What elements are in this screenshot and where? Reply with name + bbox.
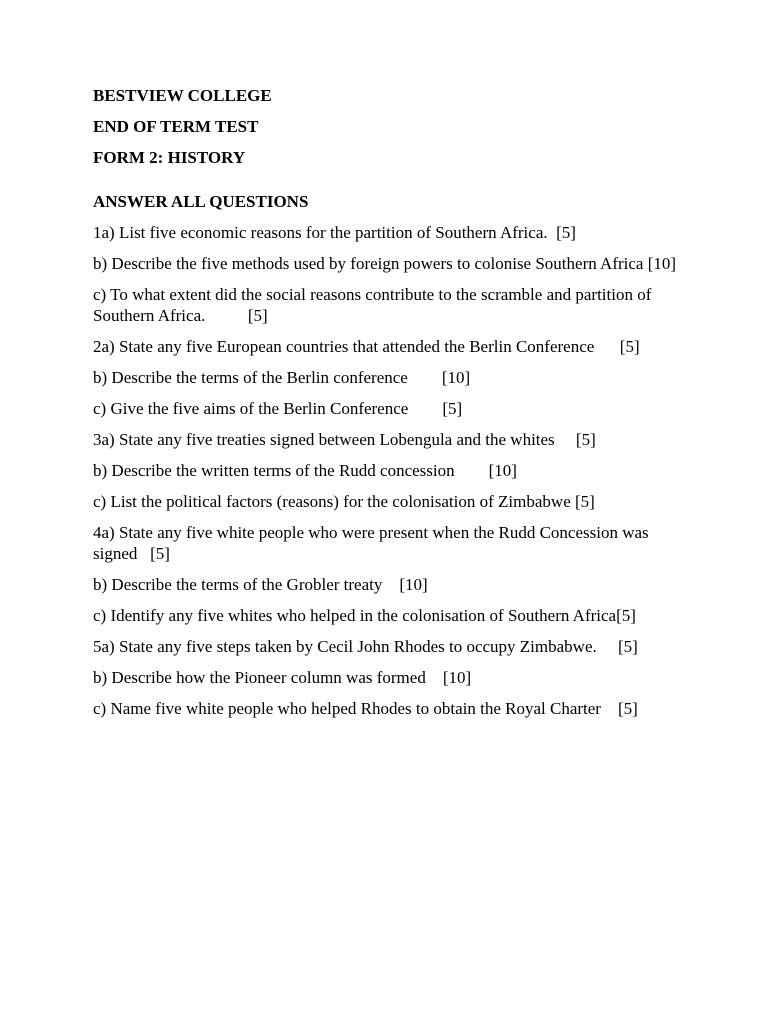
question-1a: 1a) List five economic reasons for the partition of Southern Africa. [5] bbox=[93, 223, 576, 242]
question-3b: b) Describe the written terms of the Rudd concession [10] bbox=[93, 461, 517, 480]
test-title: END OF TERM TEST bbox=[93, 117, 259, 136]
question-1b: b) Describe the five methods used by foreign powers to colonise Southern Africa [10] bbox=[93, 254, 677, 273]
question-3a: 3a) State any five treaties signed between Lobengula and the whites [5] bbox=[93, 430, 596, 449]
question-4b: b) Describe the terms of the Grobler treaty [10] bbox=[93, 575, 428, 594]
question-4a: 4a) State any five white people who were present when the Rudd Concession was signed [5] bbox=[93, 523, 653, 563]
question-3c: c) List the political factors (reasons) for the colonisation of Zimbabwe [5] bbox=[93, 492, 595, 511]
question-5c: c) Name five white people who helped Rhodes to obtain the Royal Charter [5] bbox=[93, 699, 638, 718]
question-5b: b) Describe how the Pioneer column was formed [10] bbox=[93, 668, 472, 687]
question-2b: b) Describe the terms of the Berlin conference [10] bbox=[93, 368, 471, 387]
question-2c: c) Give the five aims of the Berlin Conference [5] bbox=[93, 399, 463, 418]
subject-title: FORM 2: HISTORY bbox=[93, 148, 246, 167]
question-4c: c) Identify any five whites who helped in the colonisation of Southern Africa[5] bbox=[93, 606, 636, 625]
question-5a: 5a) State any five steps taken by Cecil John Rhodes to occupy Zimbabwe. [5] bbox=[93, 637, 638, 656]
question-2a: 2a) State any five European countries that attended the Berlin Conference [5] bbox=[93, 337, 640, 356]
question-1c: c) To what extent did the social reasons contribute to the scramble and partition of Southern Africa. [5] bbox=[93, 285, 656, 325]
school-name: BESTVIEW COLLEGE bbox=[93, 86, 272, 105]
instruction: ANSWER ALL QUESTIONS bbox=[93, 192, 309, 211]
